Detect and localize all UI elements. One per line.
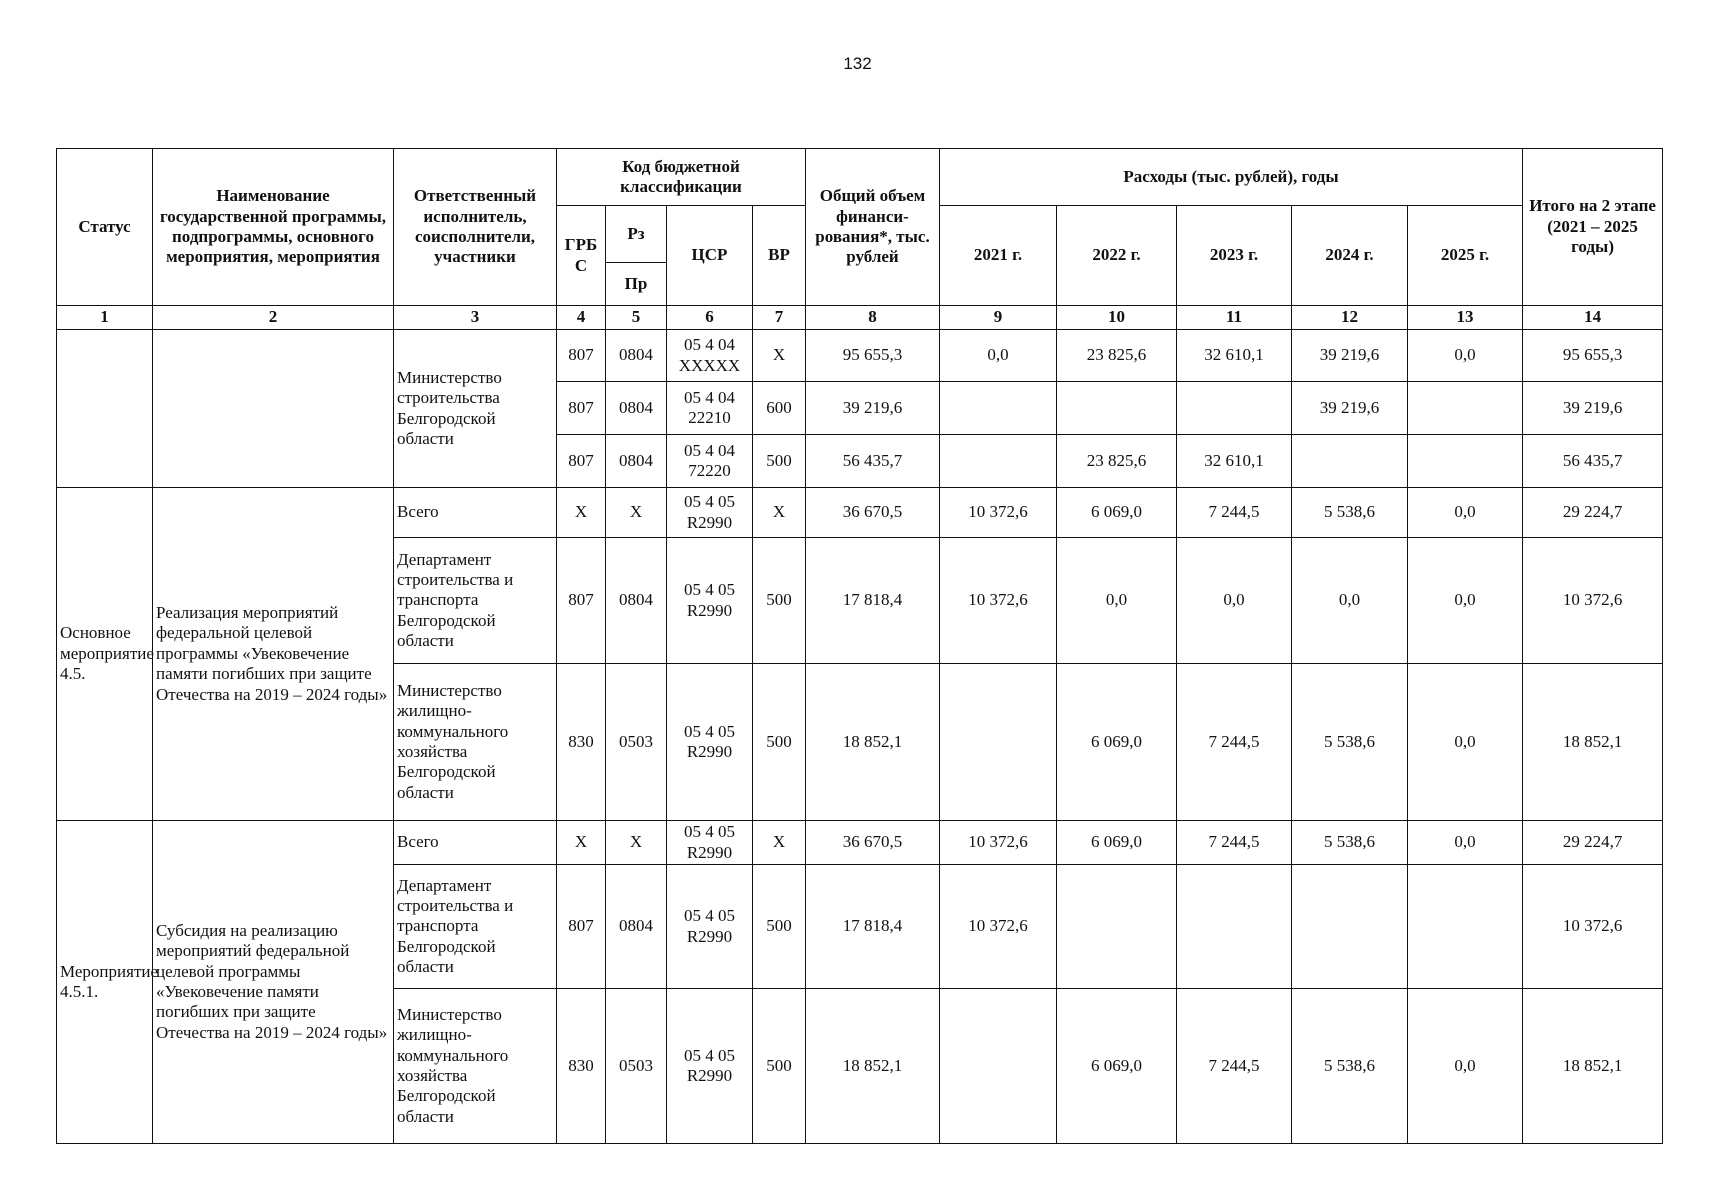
column-number: 12 bbox=[1292, 306, 1408, 330]
rzpr-cell: 0804 bbox=[606, 382, 667, 435]
header-2022: 2022 г. bbox=[1057, 206, 1177, 306]
y2025-cell: 0,0 bbox=[1408, 330, 1523, 382]
y2021-cell: 10 372,6 bbox=[940, 821, 1057, 865]
name-cell: Субсидия на реализацию мероприятий федеральной целевой программы «Увековечение памяти погибших при защите Отечества на 2019 – 2024 годы» bbox=[153, 821, 394, 1144]
column-number: 1 bbox=[57, 306, 153, 330]
csr-cell: 05 4 05 R2990 bbox=[667, 989, 753, 1144]
header-executor: Ответственный исполнитель, соисполнители, участники bbox=[394, 149, 557, 306]
total-cell: 18 852,1 bbox=[806, 664, 940, 821]
total-cell: 36 670,5 bbox=[806, 488, 940, 538]
csr-cell: 05 4 05 R2990 bbox=[667, 865, 753, 989]
header-status: Статус bbox=[57, 149, 153, 306]
vr-cell: 500 bbox=[753, 989, 806, 1144]
vr-cell: 500 bbox=[753, 435, 806, 488]
stage-total-cell: 18 852,1 bbox=[1523, 989, 1663, 1144]
column-number: 2 bbox=[153, 306, 394, 330]
total-cell: 39 219,6 bbox=[806, 382, 940, 435]
rzpr-cell: 0804 bbox=[606, 538, 667, 664]
y2025-cell: 0,0 bbox=[1408, 538, 1523, 664]
header-rz: Рз bbox=[606, 206, 667, 263]
y2021-cell bbox=[940, 989, 1057, 1144]
csr-cell: 05 4 05 R2990 bbox=[667, 821, 753, 865]
column-number: 4 bbox=[557, 306, 606, 330]
header-grbs: ГРБ С bbox=[557, 206, 606, 306]
header-csr: ЦСР bbox=[667, 206, 753, 306]
grbs-cell: 830 bbox=[557, 664, 606, 821]
header-budget-code: Код бюджетной классификации bbox=[557, 149, 806, 206]
y2021-cell bbox=[940, 664, 1057, 821]
y2021-cell: 10 372,6 bbox=[940, 488, 1057, 538]
grbs-cell: 807 bbox=[557, 382, 606, 435]
status-cell: Мероприятие 4.5.1. bbox=[57, 821, 153, 1144]
y2023-cell: 7 244,5 bbox=[1177, 488, 1292, 538]
y2025-cell: 0,0 bbox=[1408, 664, 1523, 821]
grbs-cell: 807 bbox=[557, 435, 606, 488]
y2023-cell: 7 244,5 bbox=[1177, 664, 1292, 821]
header-expenses: Расходы (тыс. рублей), годы bbox=[940, 149, 1523, 206]
y2024-cell: 0,0 bbox=[1292, 538, 1408, 664]
y2022-cell bbox=[1057, 865, 1177, 989]
total-cell: 56 435,7 bbox=[806, 435, 940, 488]
y2021-cell bbox=[940, 435, 1057, 488]
column-number: 5 bbox=[606, 306, 667, 330]
total-cell: 18 852,1 bbox=[806, 989, 940, 1144]
y2024-cell bbox=[1292, 435, 1408, 488]
column-number: 7 bbox=[753, 306, 806, 330]
grbs-cell: 807 bbox=[557, 865, 606, 989]
y2023-cell: 32 610,1 bbox=[1177, 435, 1292, 488]
total-cell: 17 818,4 bbox=[806, 538, 940, 664]
stage-total-cell: 39 219,6 bbox=[1523, 382, 1663, 435]
total-cell: 95 655,3 bbox=[806, 330, 940, 382]
y2025-cell bbox=[1408, 865, 1523, 989]
vr-cell: X bbox=[753, 330, 806, 382]
y2025-cell: 0,0 bbox=[1408, 488, 1523, 538]
executor-cell: Министерство строительства Белгородской области bbox=[394, 330, 557, 488]
y2024-cell: 5 538,6 bbox=[1292, 821, 1408, 865]
rzpr-cell: 0804 bbox=[606, 330, 667, 382]
status-cell: Основное мероприятие 4.5. bbox=[57, 488, 153, 821]
grbs-cell: 807 bbox=[557, 538, 606, 664]
header-stage-total: Итого на 2 этапе (2021 – 2025 годы) bbox=[1523, 149, 1663, 306]
y2022-cell: 0,0 bbox=[1057, 538, 1177, 664]
stage-total-cell: 29 224,7 bbox=[1523, 488, 1663, 538]
csr-cell: 05 4 05 R2990 bbox=[667, 664, 753, 821]
y2021-cell bbox=[940, 382, 1057, 435]
y2024-cell: 39 219,6 bbox=[1292, 382, 1408, 435]
stage-total-cell: 18 852,1 bbox=[1523, 664, 1663, 821]
table-row bbox=[57, 821, 1663, 865]
vr-cell: 500 bbox=[753, 664, 806, 821]
grbs-cell: X bbox=[557, 488, 606, 538]
y2024-cell: 5 538,6 bbox=[1292, 488, 1408, 538]
table-row bbox=[57, 330, 1663, 382]
rzpr-cell: 0804 bbox=[606, 865, 667, 989]
name-cell bbox=[153, 330, 394, 488]
executor-cell: Министерство жилищно-коммунального хозяйства Белгородской области bbox=[394, 989, 557, 1144]
stage-total-cell: 10 372,6 bbox=[1523, 865, 1663, 989]
total-cell: 36 670,5 bbox=[806, 821, 940, 865]
y2022-cell: 23 825,6 bbox=[1057, 330, 1177, 382]
stage-total-cell: 95 655,3 bbox=[1523, 330, 1663, 382]
header-2024: 2024 г. bbox=[1292, 206, 1408, 306]
y2022-cell: 6 069,0 bbox=[1057, 664, 1177, 821]
executor-cell: Департамент строительства и транспорта Белгородской области bbox=[394, 538, 557, 664]
grbs-cell: X bbox=[557, 821, 606, 865]
stage-total-cell: 10 372,6 bbox=[1523, 538, 1663, 664]
y2024-cell: 5 538,6 bbox=[1292, 989, 1408, 1144]
column-number: 8 bbox=[806, 306, 940, 330]
column-number: 3 bbox=[394, 306, 557, 330]
column-number: 10 bbox=[1057, 306, 1177, 330]
grbs-cell: 807 bbox=[557, 330, 606, 382]
y2025-cell: 0,0 bbox=[1408, 989, 1523, 1144]
budget-table bbox=[56, 148, 1663, 1144]
executor-cell: Департамент строительства и транспорта Белгородской области bbox=[394, 865, 557, 989]
csr-cell: 05 4 05 R2990 bbox=[667, 488, 753, 538]
y2022-cell: 6 069,0 bbox=[1057, 989, 1177, 1144]
y2022-cell: 6 069,0 bbox=[1057, 488, 1177, 538]
y2023-cell: 0,0 bbox=[1177, 538, 1292, 664]
y2023-cell bbox=[1177, 382, 1292, 435]
rzpr-cell: X bbox=[606, 821, 667, 865]
rzpr-cell: 0804 bbox=[606, 435, 667, 488]
header-name: Наименование государственной программы, подпрограммы, основного мероприятия, мероприятия bbox=[153, 149, 394, 306]
vr-cell: 600 bbox=[753, 382, 806, 435]
y2022-cell: 23 825,6 bbox=[1057, 435, 1177, 488]
vr-cell: X bbox=[753, 821, 806, 865]
y2023-cell bbox=[1177, 865, 1292, 989]
y2025-cell bbox=[1408, 435, 1523, 488]
header-2025: 2025 г. bbox=[1408, 206, 1523, 306]
executor-cell: Министерство жилищно-коммунального хозяйства Белгородской области bbox=[394, 664, 557, 821]
page-number: 132 bbox=[843, 54, 872, 73]
y2021-cell: 0,0 bbox=[940, 330, 1057, 382]
vr-cell: 500 bbox=[753, 538, 806, 664]
name-cell: Реализация мероприятий федеральной целевой программы «Увековечение памяти погибших при защите Отечества на 2019 – 2024 годы» bbox=[153, 488, 394, 821]
y2021-cell: 10 372,6 bbox=[940, 538, 1057, 664]
y2023-cell: 7 244,5 bbox=[1177, 989, 1292, 1144]
column-number: 6 bbox=[667, 306, 753, 330]
executor-cell: Всего bbox=[394, 821, 557, 865]
header-2023: 2023 г. bbox=[1177, 206, 1292, 306]
vr-cell: 500 bbox=[753, 865, 806, 989]
status-cell bbox=[57, 330, 153, 488]
column-number: 14 bbox=[1523, 306, 1663, 330]
stage-total-cell: 29 224,7 bbox=[1523, 821, 1663, 865]
y2023-cell: 32 610,1 bbox=[1177, 330, 1292, 382]
executor-cell: Всего bbox=[394, 488, 557, 538]
y2024-cell: 5 538,6 bbox=[1292, 664, 1408, 821]
grbs-cell: 830 bbox=[557, 989, 606, 1144]
column-number: 9 bbox=[940, 306, 1057, 330]
total-cell: 17 818,4 bbox=[806, 865, 940, 989]
csr-cell: 05 4 04 XXXXX bbox=[667, 330, 753, 382]
header-pr: Пр bbox=[606, 263, 667, 306]
column-number: 11 bbox=[1177, 306, 1292, 330]
y2022-cell: 6 069,0 bbox=[1057, 821, 1177, 865]
y2023-cell: 7 244,5 bbox=[1177, 821, 1292, 865]
rzpr-cell: X bbox=[606, 488, 667, 538]
y2025-cell: 0,0 bbox=[1408, 821, 1523, 865]
y2024-cell: 39 219,6 bbox=[1292, 330, 1408, 382]
header-total-volume: Общий объем финанси-рования*, тыс. рублей bbox=[806, 149, 940, 306]
rzpr-cell: 0503 bbox=[606, 989, 667, 1144]
y2022-cell bbox=[1057, 382, 1177, 435]
csr-cell: 05 4 05 R2990 bbox=[667, 538, 753, 664]
y2024-cell bbox=[1292, 865, 1408, 989]
header-vr: ВР bbox=[753, 206, 806, 306]
header-2021: 2021 г. bbox=[940, 206, 1057, 306]
stage-total-cell: 56 435,7 bbox=[1523, 435, 1663, 488]
y2025-cell bbox=[1408, 382, 1523, 435]
csr-cell: 05 4 04 22210 bbox=[667, 382, 753, 435]
csr-cell: 05 4 04 72220 bbox=[667, 435, 753, 488]
y2021-cell: 10 372,6 bbox=[940, 865, 1057, 989]
vr-cell: X bbox=[753, 488, 806, 538]
rzpr-cell: 0503 bbox=[606, 664, 667, 821]
column-number: 13 bbox=[1408, 306, 1523, 330]
table-row bbox=[57, 488, 1663, 538]
